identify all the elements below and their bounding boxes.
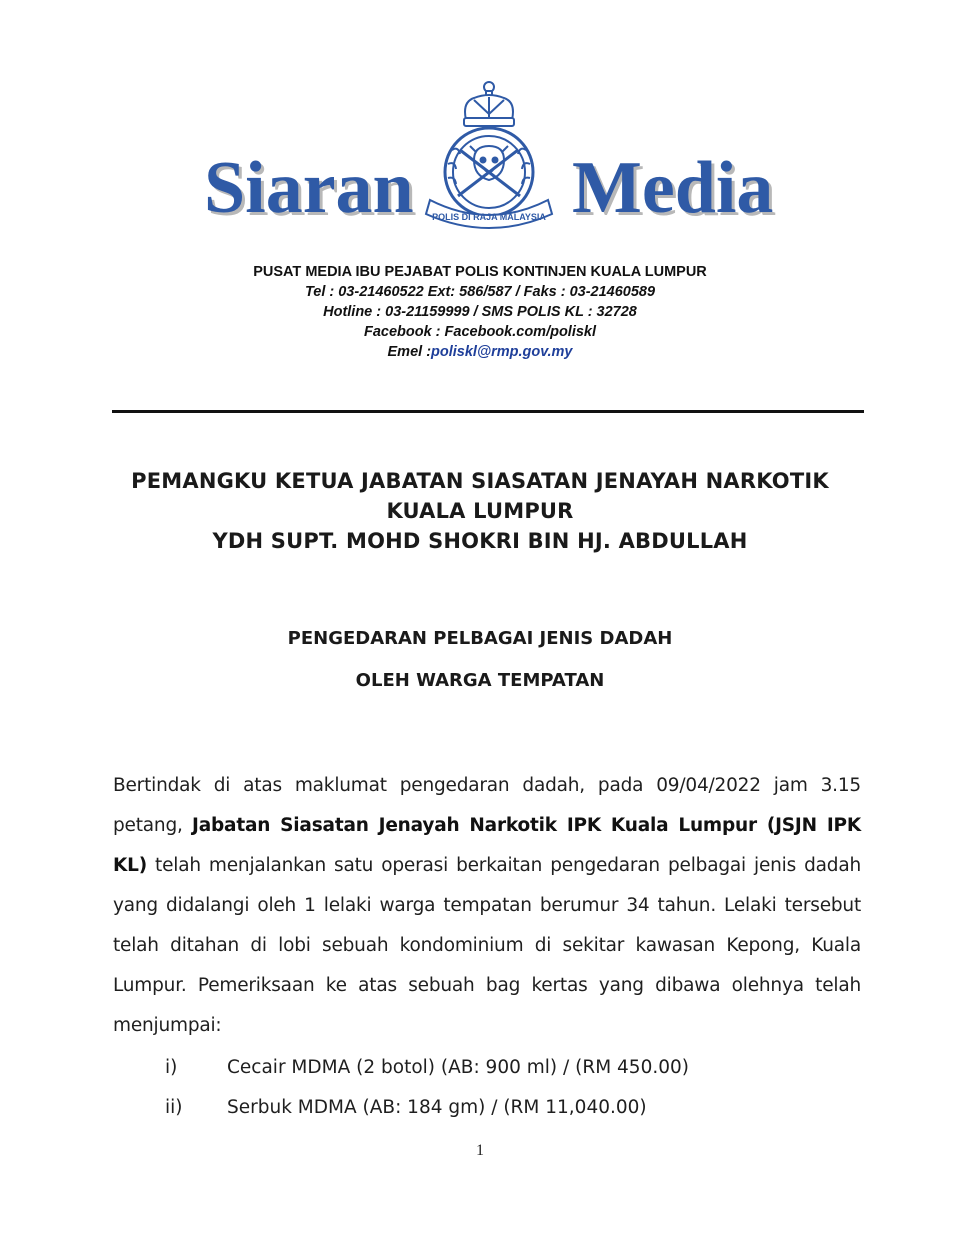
contact-facebook: Facebook : Facebook.com/poliskl — [363, 324, 597, 340]
body-bold-department: Jabatan Siasatan Jenayah Narkotik IPK Kuala Lumpur (JSJN IPK KL) — [113, 815, 861, 876]
contact-email-label: Emel : — [387, 344, 432, 360]
masthead — [0, 0, 960, 240]
svg-text:POLIS DI RAJA MALAYSIA: POLIS DI RAJA MALAYSIA — [432, 212, 546, 222]
document-subject — [0, 618, 960, 702]
body-text-part-2: telah menjalankan satu operasi berkaitan pengedaran pelbagai jenis dadah yang didalangi oleh 1 lelaki warga tempatan berumur 34 tahun. Lelaki tersebut telah ditahan di lobi sebuah kondominium di sekitar kawasan Kepong, Kuala Lumpur. Pemeriksaan ke atas sebuah bag kertas yang dibawa olehnya telah menjumpai: — [113, 855, 861, 1036]
document-title — [0, 466, 960, 556]
page-number: 1 — [476, 1142, 484, 1159]
contact-block — [0, 262, 960, 362]
body-text-part-1: Bertindak di atas maklumat pengedaran dadah, pada 09/04/2022 jam 3.15 petang, — [113, 775, 861, 836]
list-item-number: i) — [165, 1057, 178, 1078]
list-item-text: Serbuk MDMA (AB: 184 gm) / (RM 11,040.00) — [227, 1097, 647, 1118]
contact-email-line — [0, 342, 960, 362]
masthead-word-siaran: Siaran — [204, 147, 414, 229]
title-line-3: YDH SUPT. MOHD SHOKRI BIN HJ. ABDULLAH — [212, 529, 748, 553]
title-line-2: KUALA LUMPUR — [386, 499, 574, 523]
list-item — [113, 1088, 861, 1128]
subject-line-2: OLEH WARGA TEMPATAN — [355, 670, 605, 691]
contact-email-link[interactable]: poliskl@rmp.gov.my — [431, 344, 573, 360]
contact-organization: PUSAT MEDIA IBU PEJABAT POLIS KONTINJEN KUALA LUMPUR — [253, 264, 707, 280]
title-line-1: PEMANGKU KETUA JABATAN SIASATAN JENAYAH NARKOTIK — [131, 469, 829, 493]
list-item-text: Cecair MDMA (2 botol) (AB: 900 ml) / (RM 450.00) — [227, 1057, 689, 1078]
list-item — [113, 1048, 861, 1088]
body-paragraph — [113, 766, 861, 1046]
subject-line-1: PENGEDARAN PELBAGAI JENIS DADAH — [287, 628, 673, 649]
royal-malaysia-police-crest-icon — [422, 80, 556, 230]
list-item-number: ii) — [165, 1097, 183, 1118]
contact-telephone: Tel : 03-21460522 Ext: 586/587 / Faks : 03-21460589 — [304, 284, 656, 300]
seized-items-list — [113, 1048, 861, 1128]
header-divider — [112, 410, 864, 413]
masthead-word-media: Media — [572, 147, 774, 229]
contact-hotline: Hotline : 03-21159999 / SMS POLIS KL : 32728 — [323, 304, 637, 320]
